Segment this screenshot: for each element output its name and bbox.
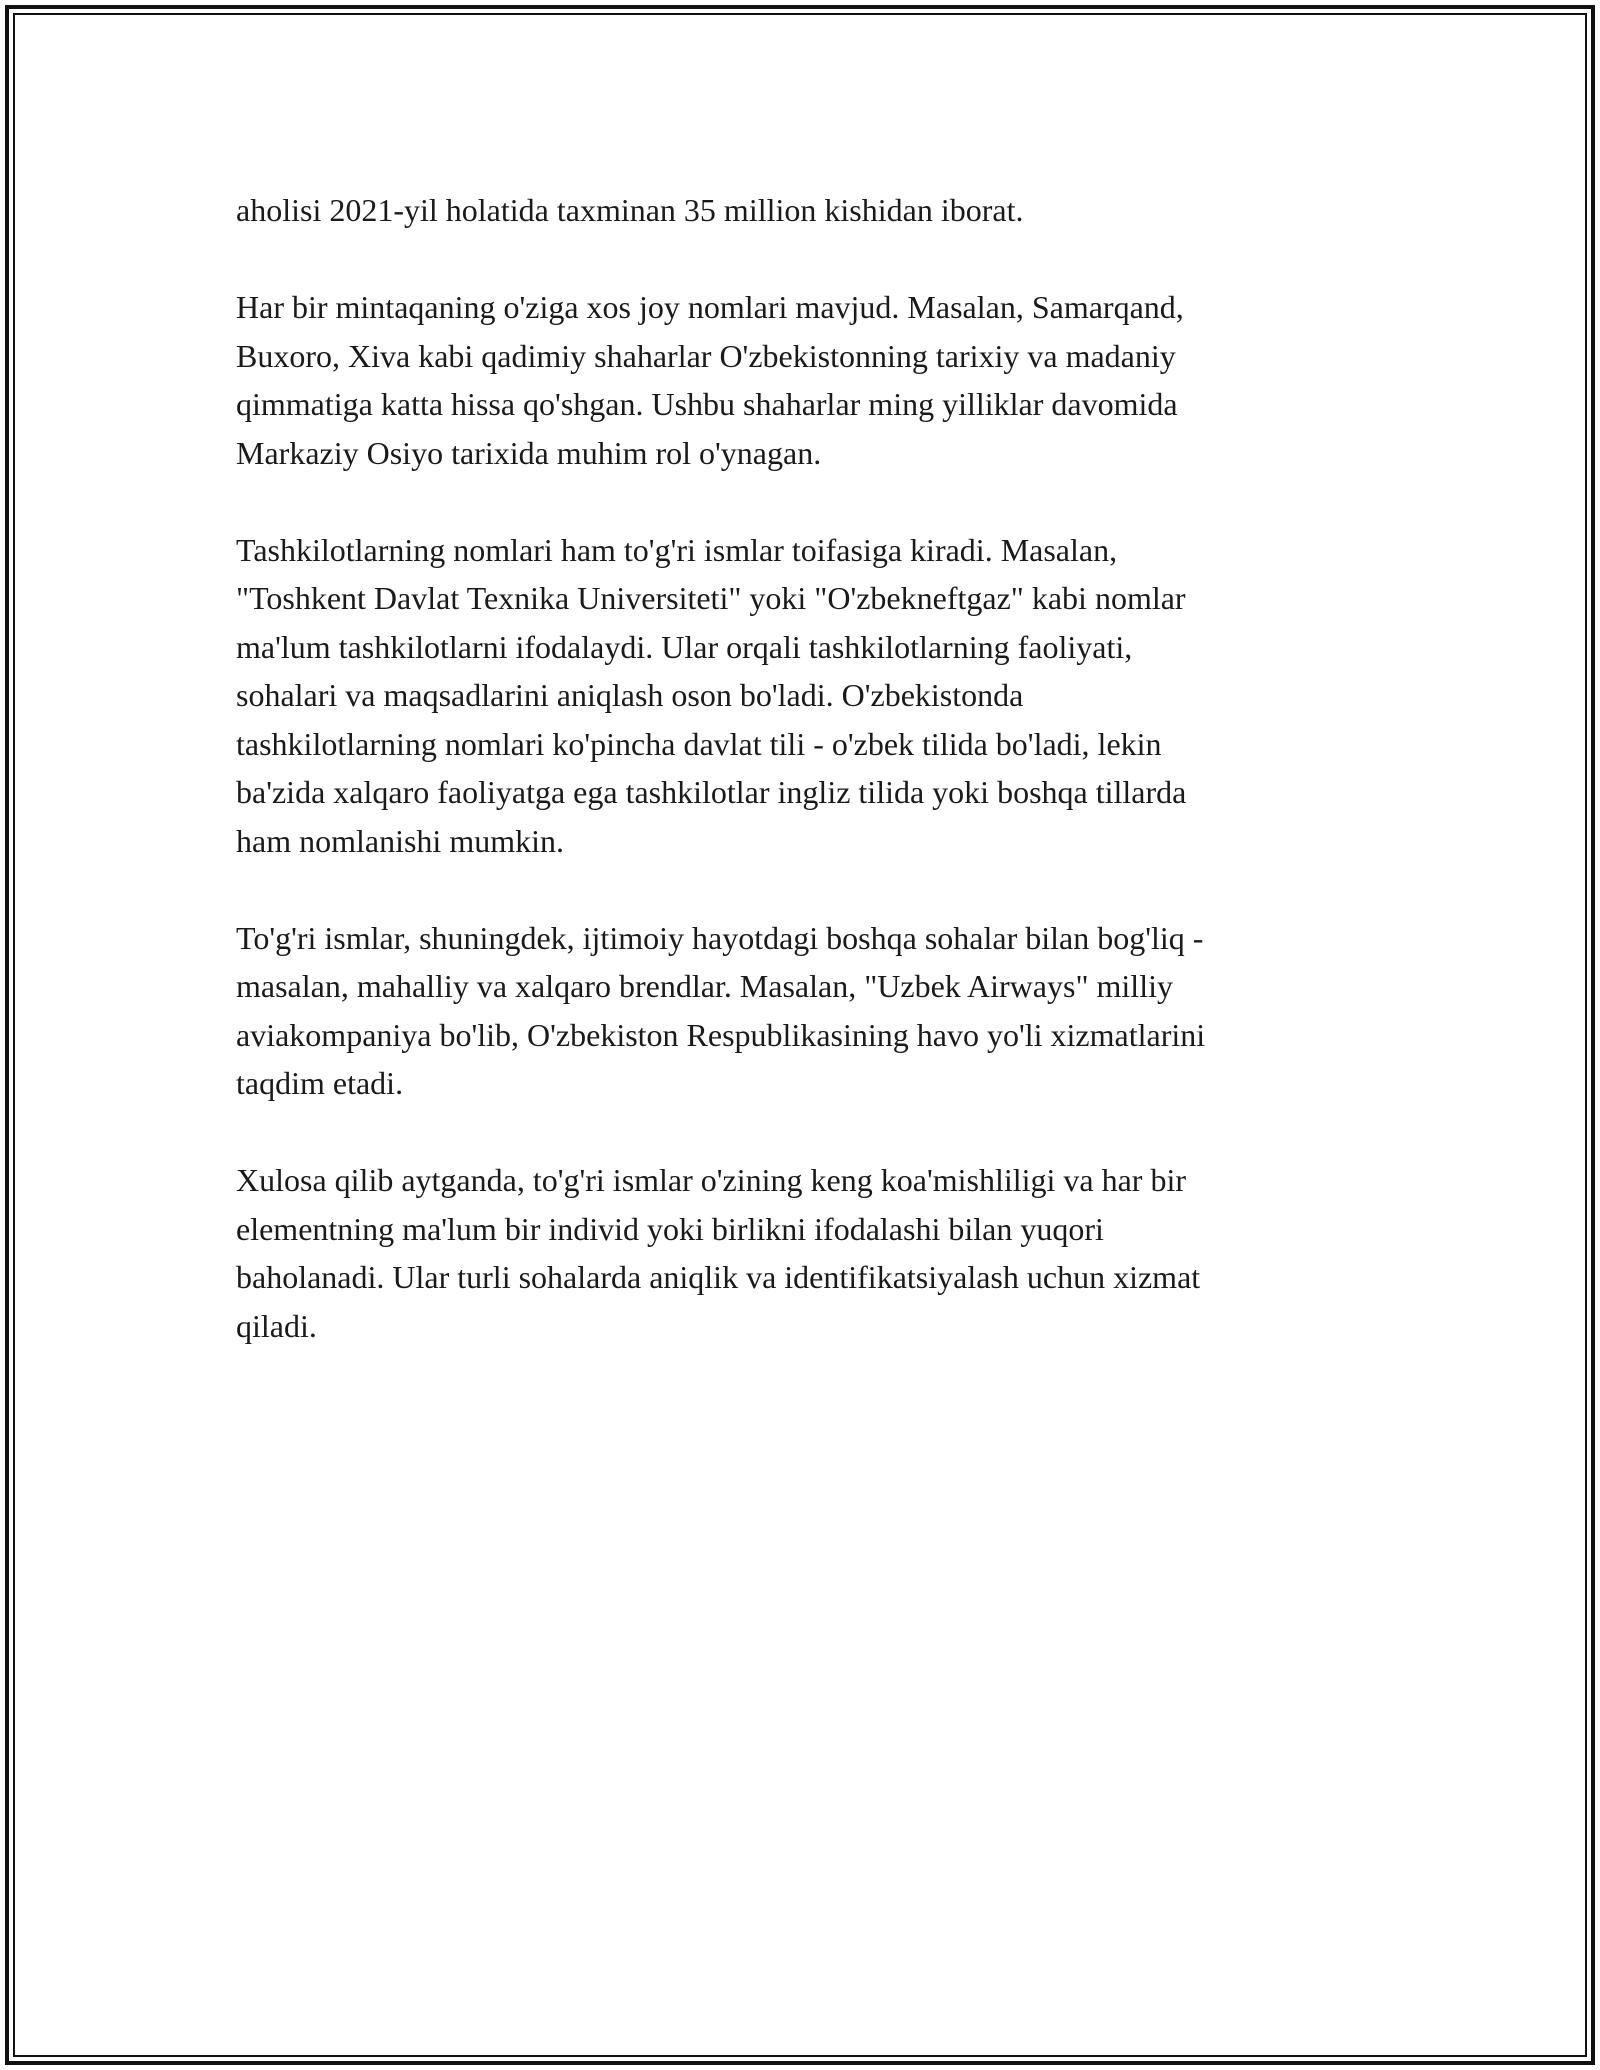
paragraph-place-names: Har bir mintaqaning o'ziga xos joy nomlari mavjud. Masalan, Samarqand, Buxoro, Xiva kabi qadimiy shaharlar O'zbekistonning tarixiy va madaniy qimmatiga katta hissa qo'shgan. Ushbu shaharlar ming yilliklar davomida Markaziy Osiyo tarixida muhim rol o'ynagan. xyxy=(236,289,1184,471)
paragraph-conclusion: Xulosa qilib aytganda, to'g'ri ismlar o'zining keng koa'mishliligi va har bir elementning ma'lum bir individ yoki birlikni ifodalashi bilan yuqori baholanadi. Ular turli sohalarda aniqlik va identifikatsiyalash uchun xizmat qiladi. xyxy=(236,1162,1201,1344)
paragraph-population: aholisi 2021-yil holatida taxminan 35 million kishidan iborat. xyxy=(236,192,1024,228)
paragraph-brands: To'g'ri ismlar, shuningdek, ijtimoiy hayotdagi boshqa sohalar bilan bog'liq - masalan, mahalliy va xalqaro brendlar. Masalan, "Uzbek Airways" milliy aviakompaniya bo'lib, O'zbekiston Respublikasining havo yo'li xizmatlarini taqdim etadi. xyxy=(236,919,1206,1101)
document-body xyxy=(236,186,1366,1350)
paragraph-organization-names: Tashkilotlarning nomlari ham to'g'ri ismlar toifasiga kiradi. Masalan, "Toshkent Davlat Texnika Universiteti" yoki "O'zbekneftgaz" kabi nomlar ma'lum tashkilotlarni ifodalaydi. Ular orqali tashkilotlarning faoliyati, sohalari va maqsadlarini aniqlash oson bo'ladi. O'zbekistonda tashkilotlarning nomlari ko'pincha davlat tili - o'zbek tilida bo'ladi, lekin ba'zida xalqaro faoliyatga ega tashkilotlar ingliz tilida yoki boshqa tillarda ham nomlanishi mumkin. xyxy=(236,531,1187,859)
